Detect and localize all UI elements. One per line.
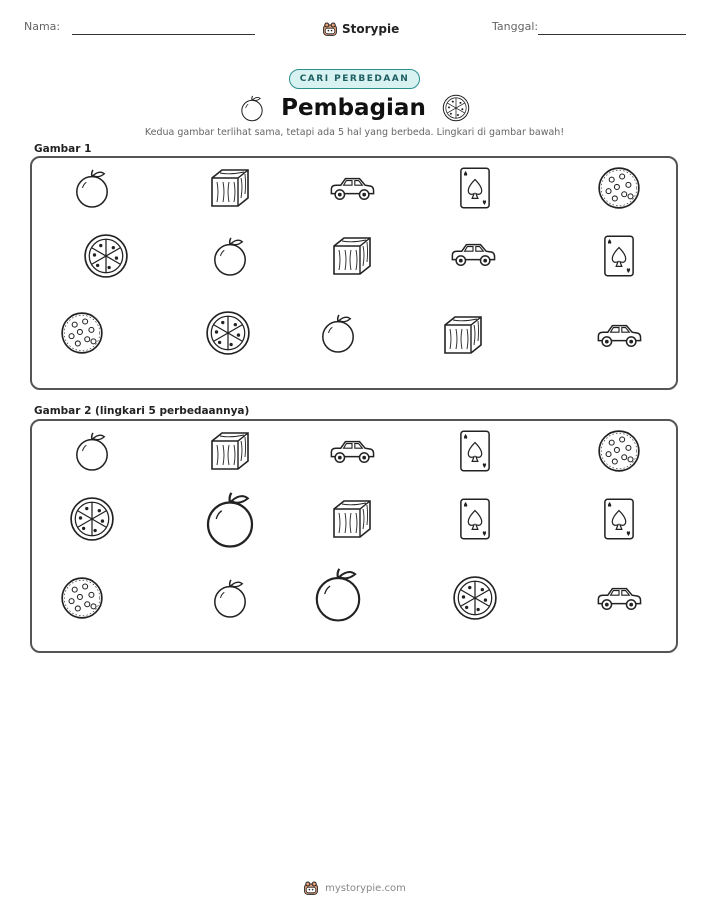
orange-icon[interactable] xyxy=(73,430,111,472)
wood-cube-icon[interactable] xyxy=(208,429,252,473)
spade-card-icon[interactable] xyxy=(603,497,635,541)
picture1-label: Gambar 1 xyxy=(34,143,92,155)
pizza-icon xyxy=(83,233,129,279)
picture2-panel[interactable] xyxy=(30,419,678,653)
cookie-icon xyxy=(596,165,642,211)
cookie-icon[interactable] xyxy=(596,428,642,474)
footer xyxy=(0,880,709,896)
picture2-label: Gambar 2 (lingkari 5 perbedaannya) xyxy=(34,405,250,417)
title-row xyxy=(0,90,709,126)
brand xyxy=(322,18,399,40)
storypie-logo-icon xyxy=(303,880,319,896)
pizza-icon xyxy=(442,94,470,122)
orange-icon[interactable] xyxy=(312,565,365,624)
pizza-icon[interactable] xyxy=(452,575,498,621)
orange-icon xyxy=(211,235,249,277)
name-line[interactable] xyxy=(72,34,255,35)
orange-icon xyxy=(73,167,111,209)
brand-text: Storypie xyxy=(342,22,400,36)
spade-card-icon[interactable] xyxy=(459,429,491,473)
wood-cube-icon xyxy=(441,313,485,357)
page-title: Pembagian xyxy=(281,95,426,121)
date-line[interactable] xyxy=(538,34,686,35)
storypie-logo-icon xyxy=(322,21,338,37)
car-icon xyxy=(328,173,376,203)
wood-cube-icon xyxy=(330,234,374,278)
car-icon xyxy=(595,320,643,350)
car-icon xyxy=(449,239,497,269)
orange-icon xyxy=(319,312,357,354)
section-badge: CARI PERBEDAAN xyxy=(289,69,421,89)
orange-icon[interactable] xyxy=(211,577,249,619)
pizza-icon[interactable] xyxy=(69,496,115,542)
wood-cube-icon xyxy=(208,166,252,210)
cookie-icon xyxy=(59,310,105,356)
car-icon[interactable] xyxy=(595,583,643,613)
spade-card-icon xyxy=(459,166,491,210)
cookie-icon[interactable] xyxy=(59,575,105,621)
spade-card-icon[interactable] xyxy=(459,497,491,541)
picture1-panel xyxy=(30,156,678,390)
instructions: Kedua gambar terlihat sama, tetapi ada 5 hal yang berbeda. Lingkari di gambar bawah! xyxy=(144,127,565,138)
orange-icon xyxy=(239,94,265,122)
name-label: Nama: xyxy=(24,20,61,33)
orange-icon[interactable] xyxy=(203,489,258,550)
spade-card-icon xyxy=(603,234,635,278)
worksheet-header xyxy=(0,18,709,40)
date-label: Tanggal: xyxy=(492,20,539,33)
wood-cube-icon[interactable] xyxy=(330,497,374,541)
footer-url: mystorypie.com xyxy=(325,882,406,894)
pizza-icon xyxy=(205,310,251,356)
car-icon[interactable] xyxy=(328,436,376,466)
badge-wrap xyxy=(0,66,709,89)
